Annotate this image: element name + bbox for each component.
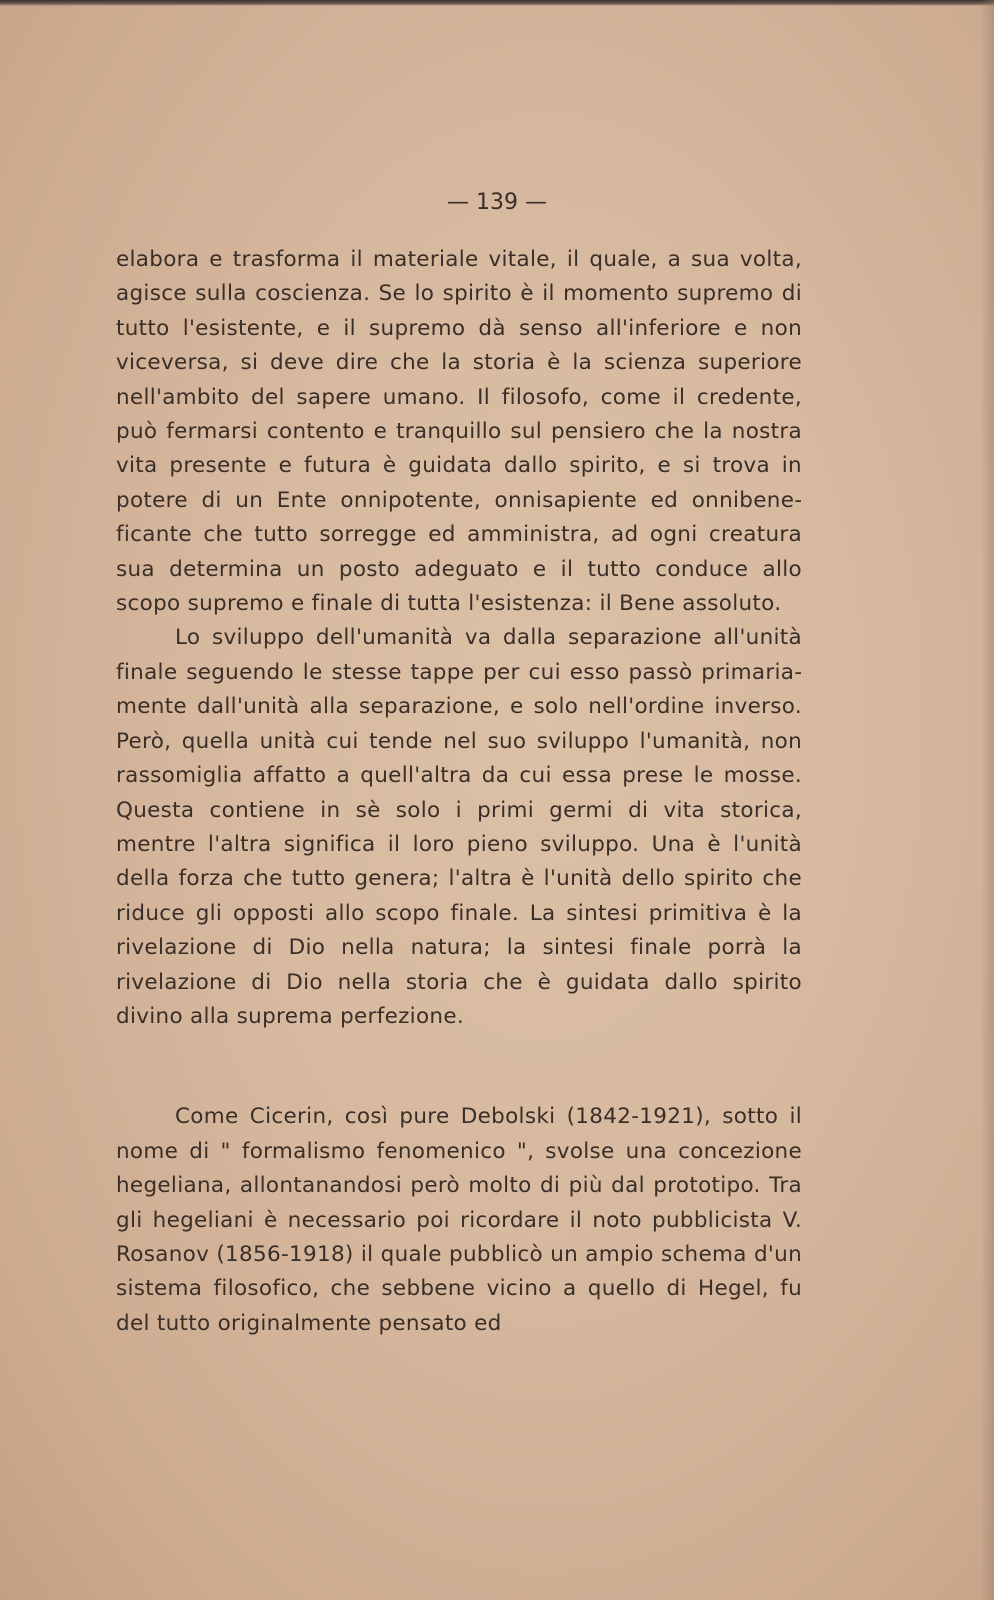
page-number: — 139 — — [447, 190, 547, 215]
paragraph-humanity-development: Lo sviluppo dell'umanità va dalla separazione all'unità finale seguendo le stesse tappe per cui esso passò primariamente dall'unità alla separazione, e solo nell'ordine inverso. Però, quella unità cui tende nel suo sviluppo l'umanità, non rassomiglia affatto a quell'altra da cui essa prese le mosse. Questa contiene in sè solo i primi germi di vita storica, mentre l'altra significa il loro pieno sviluppo. Una è l'unità della forza che tutto genera; l'altra è l'unità dello spirito che riduce gli opposti allo scopo finale. La sintesi primitiva è la rivelazione di Dio nella natura; la sintesi finale porrà la rivelazione di Dio nella storia che è guidata dallo spirito divino alla suprema perfezione. — [116, 625, 802, 1029]
page-body — [116, 243, 802, 1341]
paragraph-debolski-rosanov: Come Cicerin, così pure Debolski (1842-1921), sotto il nome di " formalismo fenomenico ", svolse una concezione hegeliana, allontanandosi però molto di più dal prototipo. Tra gli hegeliani è necessario poi ricordare il noto pubblicista V. Rosanov (1856-1918) il quale pubblicò un ampio schema d'un sistema filosofico, che sebbene vicino a quello di Hegel, fu del tutto originalmente pensato ed — [116, 1104, 802, 1336]
page-right-edge — [980, 0, 994, 1600]
paragraph-continuation: elabora e trasforma il materiale vitale, il quale, a sua volta, agisce sulla coscienza. Se lo spirito è il momento supremo di tutto l'esistente, e il supremo dà senso all'inferiore e non viceversa, si deve dire che la storia è la scienza superiore nell'ambito del sapere umano. Il filosofo, come il credente, può fermarsi contento e tranquillo sul pensiero che la nostra vita presente e futura è guidata dallo spirito, e si trova in potere di un Ente onnipotente, onnisapiente ed onnibeneficante che tutto sorregge ed amministra, ad ogni creatura sua determina un posto adeguato e il tutto conduce allo scopo supremo e finale di tutta l'esistenza: il Bene assoluto. — [116, 247, 802, 617]
page-top-edge — [0, 0, 994, 6]
section-gap — [116, 1034, 802, 1100]
